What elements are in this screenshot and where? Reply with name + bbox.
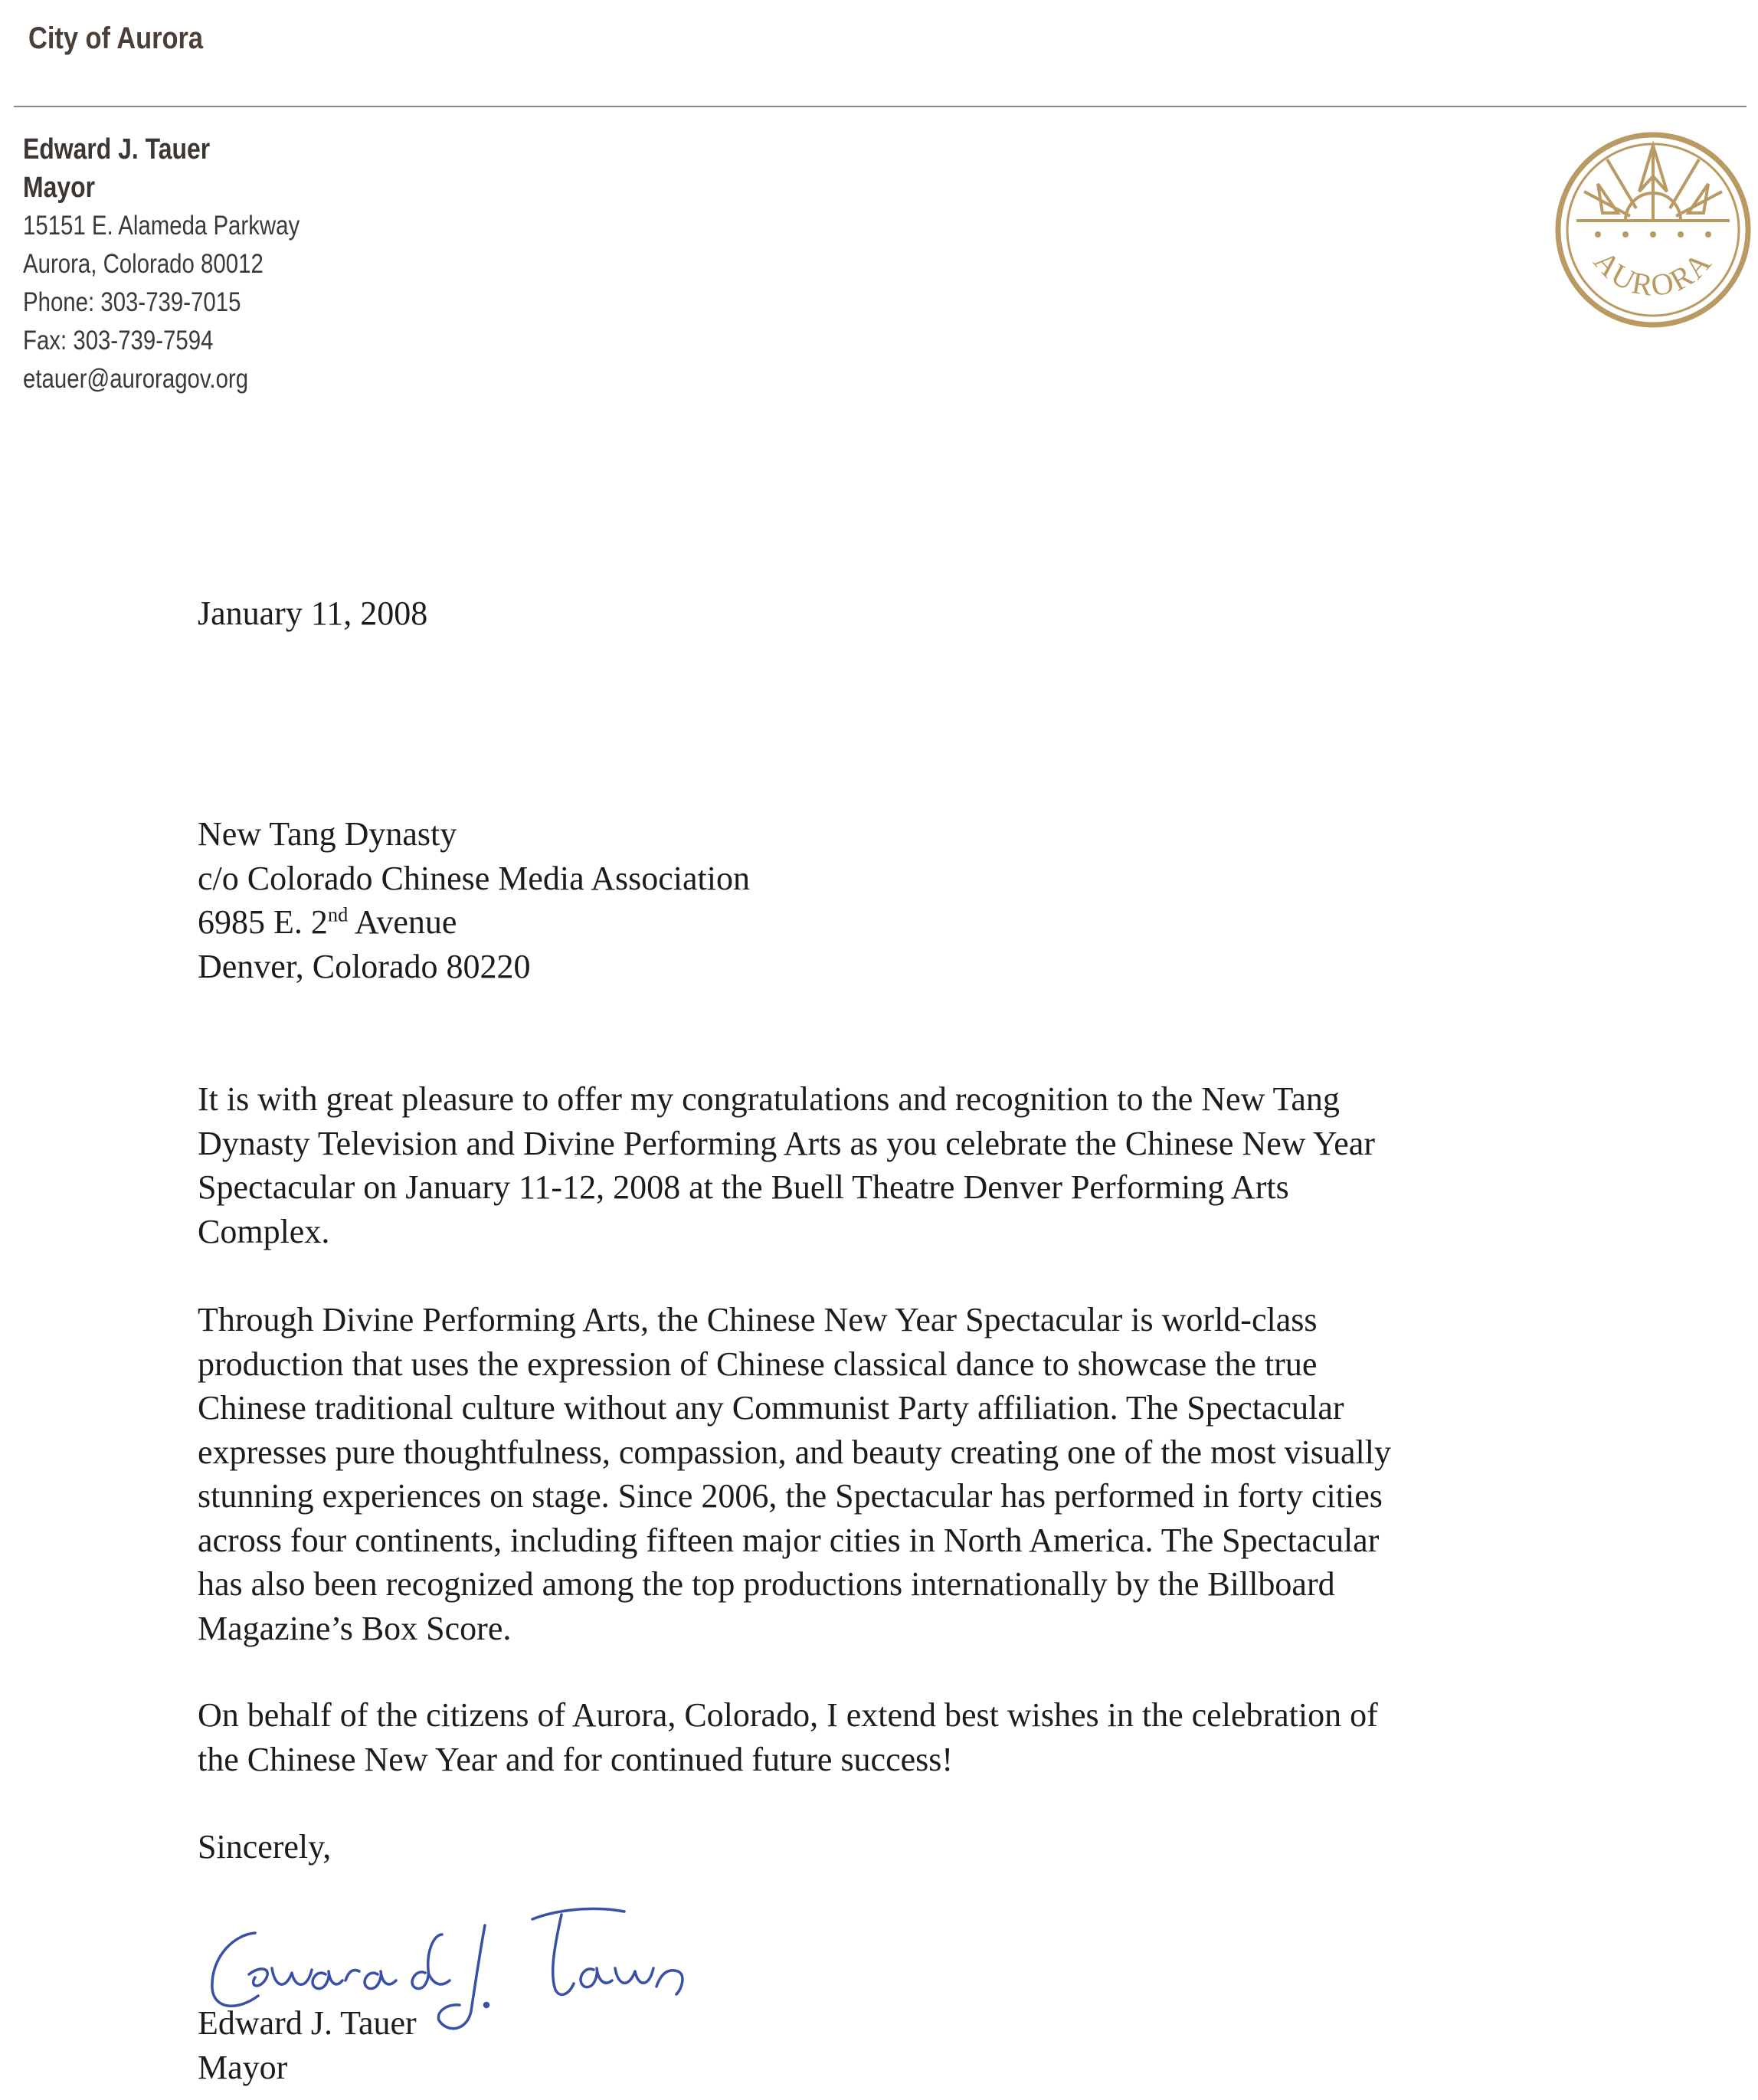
signer-title: Mayor [198, 2048, 288, 2086]
paragraph-line: Dynasty Television and Divine Performing Arts as you celebrate the Chinese New Year [198, 1124, 1375, 1162]
seal-text: AURORA [1586, 244, 1720, 303]
svg-text:AURORA [1587, 244, 1719, 303]
paragraph-line: stunning experiences on stage. Since 2006, the Spectacular has performed in forty cities [198, 1477, 1383, 1515]
paragraph-line: expresses pure thoughtfulness, compassion, and beauty creating one of the most visually [198, 1433, 1391, 1471]
paragraph-line: On behalf of the citizens of Aurora, Colorado, I extend best wishes in the celebration of [198, 1696, 1378, 1734]
sender-name: Edward J. Tauer [23, 133, 211, 165]
paragraph-line: across four continents, including fifteen major cities in North America. The Spectacular [198, 1521, 1380, 1559]
body-paragraph-2 [198, 1298, 1569, 1650]
recipient-line2: c/o Colorado Chinese Media Association [198, 859, 750, 897]
recipient-line1: New Tang Dynasty [198, 815, 457, 853]
paragraph-line: It is with great pleasure to offer my congratulations and recognition to the New Tang [198, 1080, 1340, 1118]
paragraph-line: has also been recognized among the top productions internationally by the Billboard [198, 1565, 1335, 1603]
sender-phone: Phone: 303-739-7015 [23, 287, 241, 317]
sender-title: Mayor [23, 172, 96, 204]
signer-name: Edward J. Tauer [198, 2004, 417, 2042]
signature-block [198, 2001, 1569, 2089]
paragraph-line: Through Divine Performing Arts, the Chinese New Year Spectacular is world-class [198, 1301, 1318, 1338]
letterhead-divider [14, 106, 1747, 107]
sender-address-line1: 15151 E. Alameda Parkway [23, 211, 300, 241]
paragraph-line: production that uses the expression of Chinese classical dance to showcase the true [198, 1345, 1318, 1383]
paragraph-line: Magazine’s Box Score. [198, 1609, 512, 1647]
sender-address-line2: Aurora, Colorado 80012 [23, 249, 264, 279]
paragraph-line: Chinese traditional culture without any Communist Party affiliation. The Spectacular [198, 1389, 1344, 1427]
letterhead-org-name: City of Aurora [28, 21, 204, 55]
sender-block [23, 130, 300, 398]
letter-date: January 11, 2008 [198, 595, 428, 632]
closing: Sincerely, [198, 1828, 332, 1866]
body-paragraph-1 [198, 1077, 1569, 1253]
recipient-line4: Denver, Colorado 80220 [198, 947, 531, 985]
sender-email: etauer@auroragov.org [23, 364, 249, 394]
sender-fax: Fax: 303-739-7594 [23, 326, 214, 355]
recipient-address [198, 812, 1569, 988]
paragraph-line: Spectacular on January 11-12, 2008 at the Buell Theatre Denver Performing Arts [198, 1168, 1289, 1206]
recipient-line3: 6985 E. 2nd Avenue [198, 903, 457, 941]
aurora-seal-icon [1553, 130, 1753, 329]
paragraph-line: the Chinese New Year and for continued future success! [198, 1740, 954, 1778]
paragraph-line: Complex. [198, 1212, 330, 1250]
body-paragraph-3 [198, 1693, 1569, 1781]
